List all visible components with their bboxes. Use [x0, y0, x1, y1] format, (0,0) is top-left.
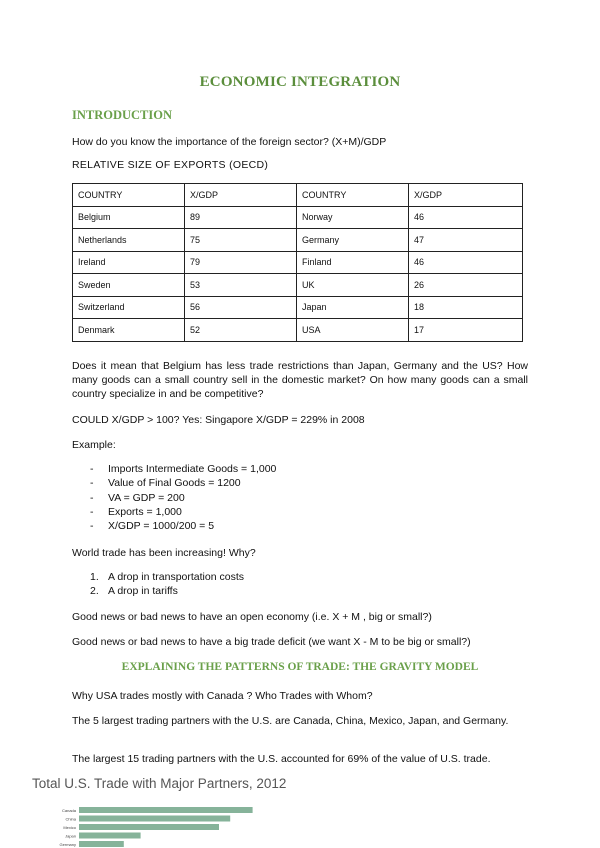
table-cell: Sweden — [73, 274, 185, 297]
table-cell: Germany — [297, 229, 409, 252]
table-cell: Netherlands — [73, 229, 185, 252]
list-item: 2. A drop in tariffs — [90, 585, 178, 598]
table-row — [73, 274, 523, 297]
table-title: RELATIVE SIZE OF EXPORTS (OECD) — [72, 159, 269, 171]
table-row — [73, 251, 523, 274]
list-item: 1. A drop in transportation costs — [90, 571, 244, 583]
list-item: - Imports Intermediate Goods = 1,000 — [90, 463, 277, 475]
table-cell: 46 — [409, 206, 523, 229]
bar-china — [79, 816, 230, 822]
table-cell: 18 — [409, 296, 523, 319]
table-cell: Switzerland — [73, 296, 185, 319]
example-list — [72, 462, 472, 533]
list-item: - Value of Final Goods = 1200 — [90, 477, 241, 490]
bar-mexico — [79, 824, 219, 830]
table-row — [73, 296, 523, 319]
table-cell: 17 — [409, 319, 523, 342]
table-cell: 89 — [185, 206, 297, 229]
bar-group — [60, 807, 253, 847]
table-cell: Finland — [297, 251, 409, 274]
table-header-cell: X/GDP — [185, 184, 297, 207]
table-cell: Japan — [297, 296, 409, 319]
importance-question: How do you know the importance of the foreign sector? (X+M)/GDP — [72, 136, 387, 148]
page-title: ECONOMIC INTEGRATION — [199, 74, 401, 90]
table-cell: 53 — [185, 274, 297, 297]
intro-heading: INTRODUCTION — [72, 108, 173, 122]
table-cell: 52 — [185, 319, 297, 342]
good-news-open-economy: Good news or bad news to have an open economy (i.e. X + M , big or small?) — [72, 611, 432, 623]
chart-title: Total U.S. Trade with Major Partners, 2012 — [32, 776, 287, 791]
bar-label: Mexico — [63, 825, 76, 830]
table-row — [73, 229, 523, 252]
bar-germany — [79, 841, 124, 847]
bar-label: Japan — [65, 833, 76, 839]
world-trade-question: World trade has been increasing! Why? — [72, 547, 256, 559]
good-news-trade-deficit: Good news or bad news to have a big trade deficit (we want X - M to be big or small?) — [72, 636, 471, 648]
table-cell: USA — [297, 319, 409, 342]
table-cell: UK — [297, 274, 409, 297]
bar-label: Germany — [59, 842, 76, 847]
gravity-heading: EXPLAINING THE PATTERNS OF TRADE: THE GRAVITY MODEL — [121, 661, 479, 673]
largest15-line: The largest 15 trading partners with the U.S. accounted for 69% of the value of U.S. trade. — [72, 753, 491, 765]
table-cell: Denmark — [73, 319, 185, 342]
could-line: COULD X/GDP > 100? Yes: Singapore X/GDP = 229% in 2008 — [72, 414, 365, 426]
table-cell: Norway — [297, 206, 409, 229]
table-header-row — [73, 184, 523, 207]
table-header-cell: COUNTRY — [73, 184, 185, 207]
bar-canada — [79, 807, 253, 813]
list-item: - VA = GDP = 200 — [90, 491, 185, 504]
why-usa-question: Why USA trades mostly with Canada ? Who Trades with Whom? — [72, 690, 373, 702]
trade-bar-chart — [0, 800, 600, 848]
table-row — [73, 206, 523, 229]
table-cell: 56 — [185, 296, 297, 319]
reasons-list — [72, 570, 472, 599]
partners-paragraph: The 5 largest trading partners with the U.S. are Canada, China, Mexico, Japan, and Germany. — [72, 715, 509, 727]
bar-japan — [79, 833, 141, 839]
table-header-cell: COUNTRY — [297, 184, 409, 207]
example-label: Example: — [72, 439, 116, 451]
table-header-cell: X/GDP — [409, 184, 523, 207]
table-cell: 47 — [409, 229, 523, 252]
table-cell: 75 — [185, 229, 297, 252]
table-cell: Belgium — [73, 206, 185, 229]
table-cell: 46 — [409, 251, 523, 274]
table-cell: 79 — [185, 251, 297, 274]
table-row — [73, 319, 523, 342]
exports-table — [72, 183, 523, 342]
bar-label: Canada — [61, 808, 76, 813]
list-item: - Exports = 1,000 — [90, 505, 182, 518]
table-cell: Ireland — [73, 251, 185, 274]
belgium-paragraph: Does it mean that Belgium has less trade restrictions than Japan, Germany and the US? How many goods can a small country sell in the domestic market? On how many goods can a small country specialize in and be competitive? — [72, 360, 528, 400]
list-item: - X/GDP = 1000/200 = 5 — [90, 520, 215, 533]
bar-label: China — [65, 816, 76, 822]
table-cell: 26 — [409, 274, 523, 297]
